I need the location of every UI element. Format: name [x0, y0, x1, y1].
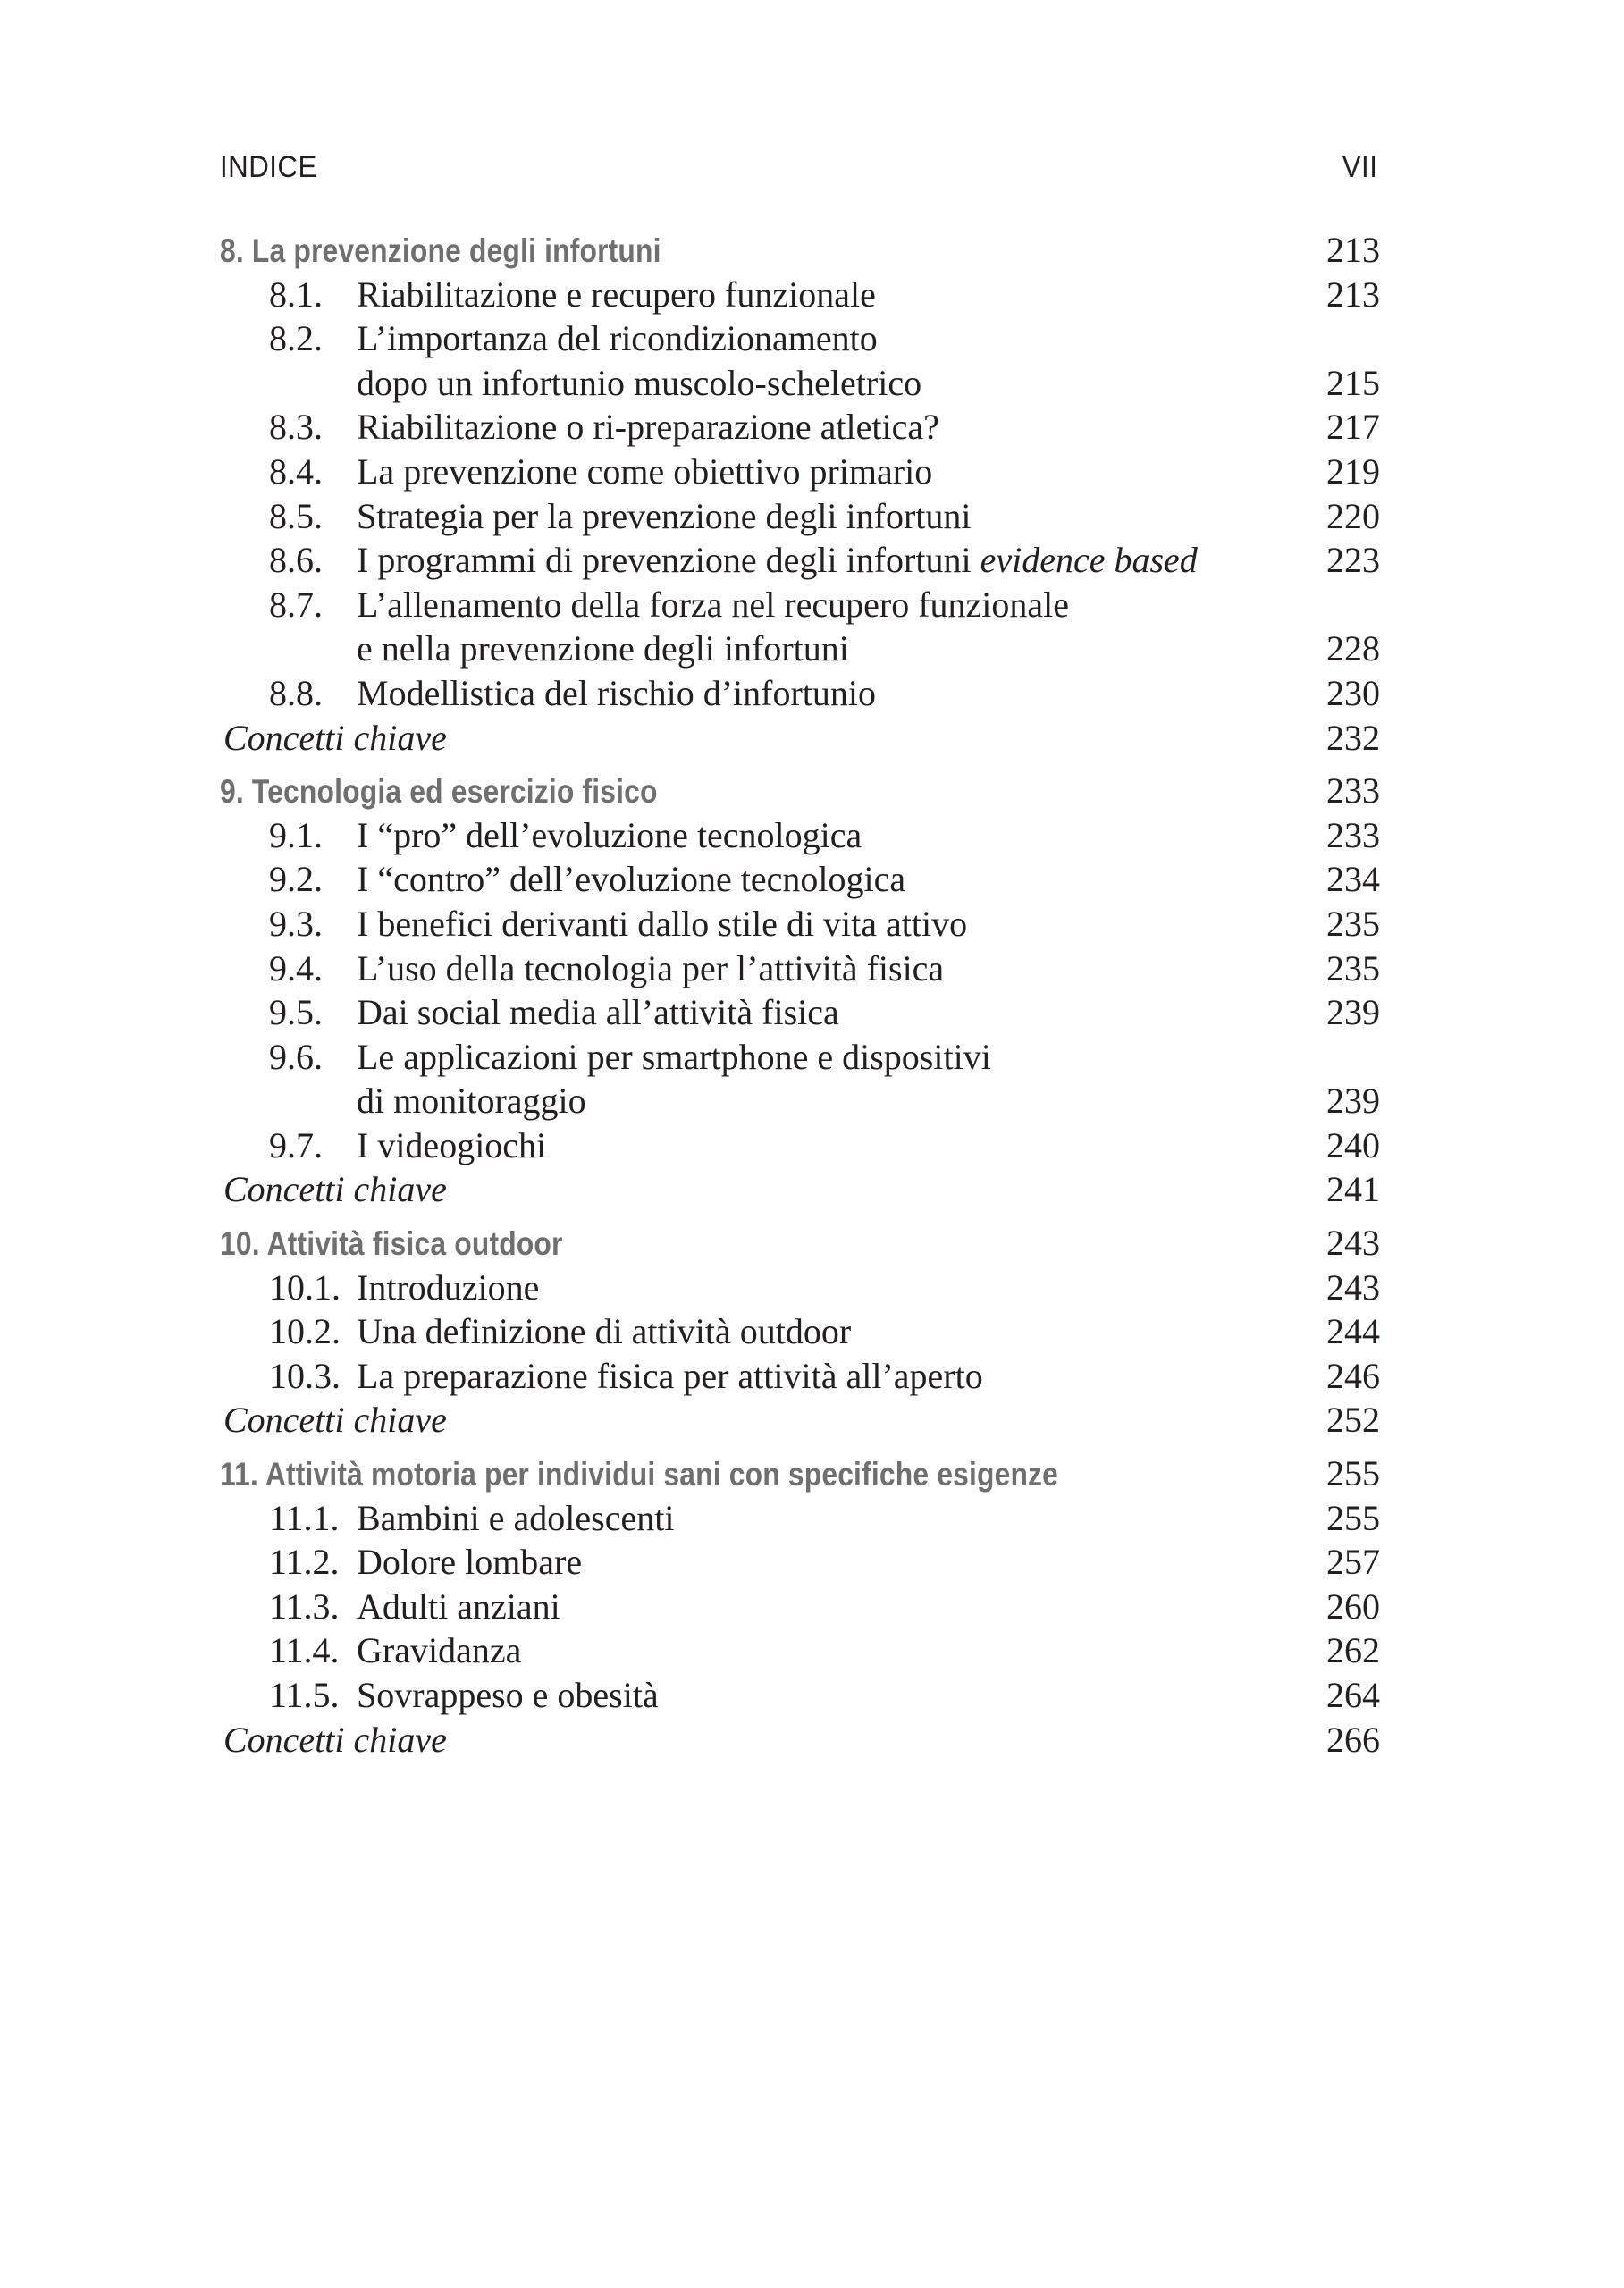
section-number: 9.1. — [269, 814, 323, 855]
section-page-number: 239 — [1326, 1081, 1380, 1122]
section-page-number: 239 — [1326, 992, 1380, 1033]
chapter-heading — [220, 1221, 1380, 1266]
section-page-number: 219 — [1326, 450, 1380, 492]
section-title-text: Modellistica del rischio d’infortunio — [357, 672, 876, 713]
section-entry — [220, 1354, 1380, 1399]
section-number: 8.8. — [269, 672, 323, 713]
section-page-number: 260 — [1326, 1586, 1380, 1627]
section-entry — [220, 450, 1380, 494]
section-title-text: La prevenzione come obiettivo primario — [357, 450, 933, 492]
chapter-page-number: 243 — [1326, 1223, 1380, 1264]
section-entry — [220, 902, 1380, 946]
chapter-title: 11. Attività motoria per individui sani con specifiche esigenze — [220, 1456, 1059, 1493]
section-entry — [220, 1585, 1380, 1629]
running-head — [220, 150, 1378, 191]
section-number: 9.7. — [269, 1124, 323, 1165]
section-title — [357, 583, 1069, 627]
section-entry — [220, 1035, 1380, 1080]
section-number: 9.3. — [269, 903, 323, 944]
section-title-text: dopo un infortunio muscolo-scheletrico — [357, 362, 922, 403]
section-entry — [220, 857, 1380, 902]
section-entry — [220, 1266, 1380, 1310]
key-concepts-entry — [220, 1398, 1380, 1443]
section-title-text: Le applicazioni per smartphone e dispositivi — [357, 1036, 991, 1077]
section-number: 9.2. — [269, 859, 323, 900]
section-entry — [220, 494, 1380, 539]
section-page-number: 220 — [1326, 495, 1380, 536]
section-title-text: di monitoraggio — [357, 1081, 586, 1122]
section-entry — [220, 1496, 1380, 1541]
section-title — [357, 273, 876, 317]
section-title-text: Dai social media all’attività fisica — [357, 992, 839, 1033]
page-number-roman: VII — [1342, 150, 1378, 184]
section-page-number: 257 — [1326, 1542, 1380, 1583]
section-title-text: Riabilitazione e recupero funzionale — [357, 273, 876, 315]
key-concepts-label: Concetti chiave — [223, 1400, 447, 1441]
key-concepts-label: Concetti chiave — [223, 1169, 447, 1210]
section-entry — [220, 813, 1380, 858]
section-entry — [220, 946, 1380, 991]
section-title-text: I videogiochi — [357, 1124, 547, 1165]
section-page-number: 223 — [1326, 540, 1380, 581]
section-entry — [220, 1673, 1380, 1718]
section-title-text: L’allenamento della forza nel recupero funzionale — [357, 584, 1070, 625]
section-title — [357, 813, 862, 858]
section-title — [357, 1585, 560, 1629]
key-concepts-label: Concetti chiave — [223, 1719, 447, 1760]
section-number: 8.1. — [269, 273, 323, 315]
section-page-number: 244 — [1326, 1311, 1380, 1352]
section-page-number: 230 — [1326, 672, 1380, 713]
section-entry — [220, 1628, 1380, 1673]
chapter-heading — [220, 1451, 1380, 1496]
section-entry — [220, 990, 1380, 1035]
section-title — [357, 538, 1198, 583]
section-entry — [220, 538, 1380, 583]
section-title-text: Dolore lombare — [357, 1542, 583, 1583]
section-page-number: 262 — [1326, 1630, 1380, 1671]
section-title — [357, 1123, 546, 1168]
chapter-page-number: 233 — [1326, 770, 1380, 812]
section-number: 11.5. — [269, 1675, 340, 1715]
section-title-italic: evidence based — [980, 540, 1198, 581]
section-title-text: Adulti anziani — [357, 1586, 560, 1627]
section-number: 8.6. — [269, 540, 323, 581]
section-page-number: 243 — [1326, 1266, 1380, 1308]
section-title — [357, 627, 849, 671]
key-concepts-entry — [220, 1167, 1380, 1212]
chapter-title: 8. La prevenzione degli infortuni — [220, 232, 661, 269]
key-concepts-page-number: 232 — [1326, 717, 1380, 758]
section-title — [357, 1496, 674, 1541]
section-entry — [220, 1123, 1380, 1168]
section-number: 8.7. — [269, 584, 323, 625]
section-title — [357, 1035, 991, 1080]
section-entry — [220, 1309, 1380, 1354]
section-title-text: Introduzione — [357, 1266, 540, 1308]
running-head-title: INDICE — [220, 150, 317, 184]
key-concepts-label: Concetti chiave — [223, 717, 447, 758]
section-title-text: Bambini e adolescenti — [357, 1497, 675, 1538]
section-title-text: Gravidanza — [357, 1630, 522, 1671]
section-number: 10.2. — [269, 1311, 341, 1352]
key-concepts-page-number: 252 — [1326, 1400, 1380, 1441]
section-number: 9.5. — [269, 992, 323, 1033]
section-title — [357, 1540, 582, 1585]
section-page-number: 234 — [1326, 859, 1380, 900]
section-page-number: 215 — [1326, 362, 1380, 403]
section-title-text: I “pro” dell’evoluzione tecnologica — [357, 814, 862, 855]
key-concepts-page-number: 241 — [1326, 1169, 1380, 1210]
chapter-heading — [220, 228, 1380, 273]
section-title-text: e nella prevenzione degli infortuni — [357, 628, 849, 669]
section-entry — [220, 405, 1380, 450]
section-title — [357, 1309, 851, 1354]
section-page-number: 264 — [1326, 1675, 1380, 1715]
section-page-number: 213 — [1326, 273, 1380, 315]
section-entry-continuation — [220, 627, 1380, 671]
section-title — [357, 1266, 539, 1310]
section-page-number: 246 — [1326, 1355, 1380, 1396]
section-title — [357, 946, 944, 991]
section-title-text: Sovrappeso e obesità — [357, 1675, 659, 1715]
section-title — [357, 494, 972, 539]
section-title — [357, 361, 921, 406]
section-title-text: I “contro” dell’evoluzione tecnologica — [357, 859, 906, 900]
section-title-text: La preparazione fisica per attività all’aperto — [357, 1355, 983, 1396]
section-title — [357, 857, 905, 902]
chapter-title: 10. Attività fisica outdoor — [220, 1225, 563, 1263]
section-number: 8.2. — [269, 318, 323, 359]
table-of-contents — [220, 228, 1380, 1762]
section-title — [357, 902, 967, 946]
section-title — [357, 1628, 521, 1673]
chapter-heading — [220, 769, 1380, 813]
section-entry — [220, 1540, 1380, 1585]
section-entry — [220, 273, 1380, 317]
section-title-text: L’uso della tecnologia per l’attività fisica — [357, 947, 945, 988]
section-number: 11.1. — [269, 1497, 340, 1538]
section-page-number: 228 — [1326, 628, 1380, 669]
section-page-number: 217 — [1326, 407, 1380, 448]
key-concepts-entry — [220, 1718, 1380, 1762]
section-entry — [220, 583, 1380, 627]
section-title — [357, 1673, 659, 1718]
section-page-number: 235 — [1326, 903, 1380, 944]
section-title-text: I benefici derivanti dallo stile di vita attivo — [357, 903, 968, 944]
section-number: 9.6. — [269, 1036, 323, 1077]
section-title-text: Strategia per la prevenzione degli infortuni — [357, 495, 972, 536]
section-entry-continuation — [220, 361, 1380, 406]
section-page-number: 235 — [1326, 947, 1380, 988]
section-page-number: 233 — [1326, 814, 1380, 855]
section-entry — [220, 671, 1380, 716]
section-title-text: I programmi di prevenzione degli infortuni — [357, 540, 972, 581]
chapter-page-number: 255 — [1326, 1453, 1380, 1494]
section-number: 11.4. — [269, 1630, 340, 1671]
section-page-number: 255 — [1326, 1497, 1380, 1538]
section-title-text: L’importanza del ricondizionamento — [357, 318, 878, 359]
section-number: 9.4. — [269, 947, 323, 988]
section-title — [357, 671, 876, 716]
section-entry — [220, 316, 1380, 361]
key-concepts-page-number: 266 — [1326, 1719, 1380, 1760]
chapter-title: 9. Tecnologia ed esercizio fisico — [220, 773, 658, 811]
section-number: 10.1. — [269, 1266, 341, 1308]
section-title — [357, 990, 839, 1035]
section-title — [357, 316, 878, 361]
chapter-page-number: 213 — [1326, 230, 1380, 270]
section-number: 10.3. — [269, 1355, 341, 1396]
section-number: 11.3. — [269, 1586, 340, 1627]
section-title-text: Una definizione di attività outdoor — [357, 1311, 852, 1352]
section-number: 8.4. — [269, 450, 323, 492]
section-page-number: 240 — [1326, 1124, 1380, 1165]
section-entry-continuation — [220, 1079, 1380, 1123]
section-title — [357, 450, 932, 494]
section-title-text: Riabilitazione o ri-preparazione atletica? — [357, 407, 939, 448]
section-title — [357, 1354, 983, 1399]
section-number: 11.2. — [269, 1542, 340, 1583]
section-title — [357, 1079, 586, 1123]
section-title — [357, 405, 939, 450]
section-number: 8.5. — [269, 495, 323, 536]
section-number: 8.3. — [269, 407, 323, 448]
key-concepts-entry — [220, 716, 1380, 761]
